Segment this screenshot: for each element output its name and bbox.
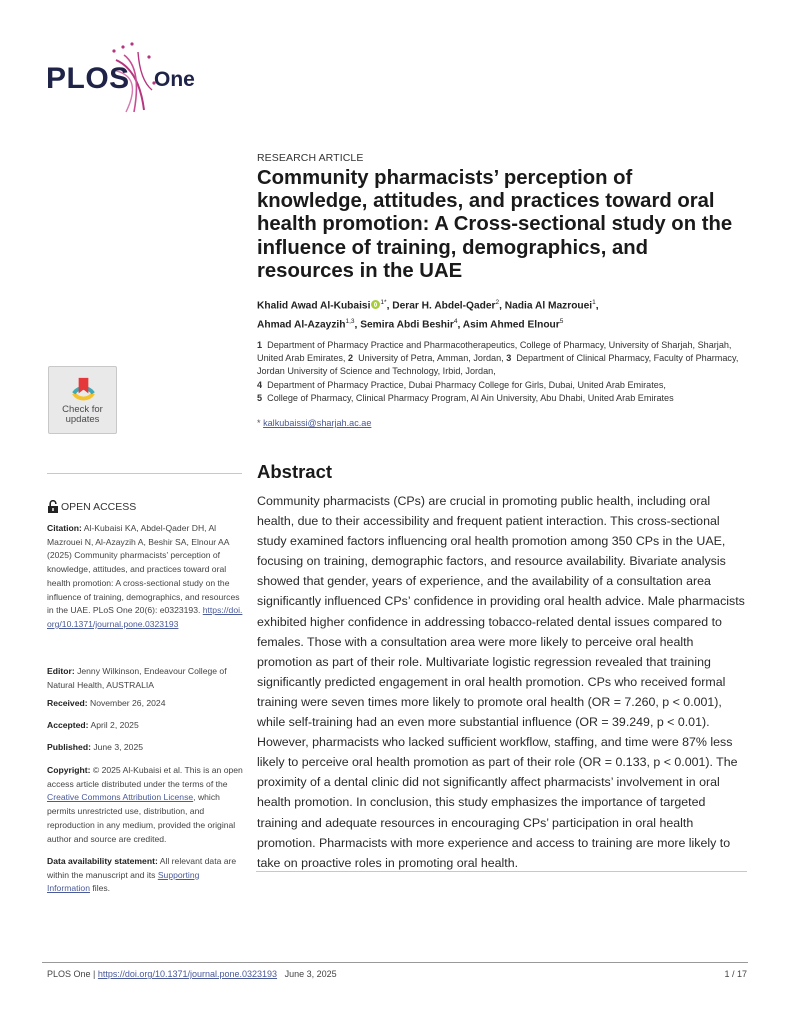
page-number: 1 / 17 xyxy=(724,969,747,979)
accepted-date: April 2, 2025 xyxy=(90,720,139,730)
copyright-pre: © 2025 Al-Kubaisi et al. This is an open access article distributed under the terms of the xyxy=(47,765,243,789)
page-footer xyxy=(47,969,747,979)
footer-journal: PLOS One xyxy=(47,969,91,979)
article-type: RESEARCH ARTICLE xyxy=(257,152,364,164)
affil-text: College of Pharmacy, Clinical Pharmacy Program, Al Ain University, Abu Dhabi, United Arab Emirates xyxy=(267,392,674,403)
editor-label: Editor: xyxy=(47,666,75,676)
author-affil: 5 xyxy=(559,318,564,326)
affil-number: 1 xyxy=(257,340,263,350)
article-title: Community pharmacists’ perception of knowledge, attitudes, and practices toward oral health promotion: A Cross-sectional study on the influence of training, demographics, and resources in the UAE xyxy=(257,167,733,282)
editor-block xyxy=(47,665,243,692)
editor-text: Jenny Wilkinson, Endeavour College of Natural Health, AUSTRALIA xyxy=(47,666,227,690)
corresponding-email-link[interactable]: kalkubaissi@sharjah.ac.ae xyxy=(263,418,372,428)
footer-doi-link[interactable]: https://doi.org/10.1371/journal.pone.0323193 xyxy=(97,969,278,979)
author-affil: 1 xyxy=(592,299,596,306)
logo-plos-text: PLOS xyxy=(46,62,130,95)
received-block xyxy=(47,697,243,711)
abstract-divider xyxy=(256,871,747,872)
citation-label: Citation: xyxy=(47,523,82,533)
affiliations xyxy=(257,339,752,405)
copyright-label: Copyright: xyxy=(47,765,91,775)
corresponding-author xyxy=(257,418,371,428)
affil-number: 2 xyxy=(347,353,354,364)
data-availability-label: Data availability statement: xyxy=(47,856,158,866)
check-for-updates-button[interactable] xyxy=(48,366,117,434)
logo-one-text: One xyxy=(154,68,195,91)
affil-text: Department of Pharmacy Practice and Pharmacotherapeutics, College of Pharmacy, University of Sharjah, Sharjah, United Arab Emirates, xyxy=(257,340,732,364)
author-name[interactable]: Semira Abdi Beshir xyxy=(360,319,454,331)
badge-line2: updates xyxy=(65,414,100,425)
corresponding-marker: * xyxy=(257,418,261,428)
author-name[interactable]: Khalid Awad Al-Kubaisi xyxy=(257,300,371,312)
author-affil: 2 xyxy=(495,299,500,306)
abstract-heading: Abstract xyxy=(257,461,333,482)
author-list: Khalid Awad Al-Kubaisi $^{1*}$, Derar H. Abdel-Qader$^2$, Nadia Al Mazrouei$^1$, Ahmad Al-Azayzih$^{1,3}$, Semira Abdi Beshir$^4$, Asim Ahmed Elnour$^5$ xyxy=(257,299,599,331)
badge-line1: Check for xyxy=(62,404,103,415)
affil-text: Department of Pharmacy Practice, Dubai Pharmacy College for Girls, Dubai, United Arab Emirates, xyxy=(267,379,666,390)
affil-number: 5 xyxy=(257,392,263,403)
author-name[interactable]: Nadia Al Mazrouei xyxy=(504,300,593,312)
citation-text: Al-Kubaisi KA, Abdel-Qader DH, Al Mazrouei N, Al-Azayzih A, Beshir SA, Elnour AA (2025) Community pharmacists’ perception of knowledge, attitudes, and practices toward oral health promotion: A cross-sectional study on the influence of training, demographics, and resources in the UAE. PLoS One 20(6): e0323193. xyxy=(47,523,240,616)
cc-license-link[interactable]: Creative Commons Attribution License xyxy=(47,792,194,803)
plos-one-logo[interactable] xyxy=(46,40,206,115)
accepted-block xyxy=(47,719,243,733)
published-date: June 3, 2025 xyxy=(93,742,144,752)
accepted-label: Accepted: xyxy=(47,720,89,730)
data-availability-pre: All relevant data are within the manuscript and its xyxy=(47,856,237,880)
footer-separator: | xyxy=(93,969,96,979)
author-affil: 1,3 xyxy=(345,318,355,326)
open-access-label xyxy=(48,500,136,513)
published-label: Published: xyxy=(47,742,91,752)
author-name[interactable]: Derar H. Abdel-Qader xyxy=(392,300,496,312)
crossmark-icon xyxy=(68,372,99,403)
orcid-icon[interactable] xyxy=(371,300,380,309)
supporting-information-link[interactable]: Supporting Information xyxy=(47,869,200,894)
published-block xyxy=(47,741,243,755)
data-availability-post: files. xyxy=(92,883,111,894)
author-name[interactable]: Ahmad Al-Azayzih xyxy=(257,319,346,331)
copyright-block xyxy=(47,764,243,846)
received-date: November 26, 2024 xyxy=(90,698,166,708)
abstract-body: Community pharmacists (CPs) are crucial in promoting public health, including oral health, due to their accessibility and frequent patient interaction. This cross-sectional study examined factors influencing oral health promotion among 350 CPs in the UAE, focusing on training, demographic factors, and resource availability. Bivariate analysis showed that gender, years of experience, and the availability of a consultation area significantly influenced CPs’ confidence in providing oral health advice. Male pharmacists exhibited higher confidence in addressing tobacco-related dental issues compared to females. Those with a consultation area were more likely to perceive oral health promotion as part of their role. Multivariate logistic regression revealed that training significantly predicted engagement in oral health promotion. CPs who received formal training were seven times more likely to promote oral health (OR = 7.260, p < 0.001), while self-training had an even more substantial influence (OR = 39.249, p < 0.01). However, pharmacists who lacked sufficient workflow, staffing, and time were 87% less likely to perceive oral health promotion as part of their role (OR = 0.133, p < 0.001). The proximity of a dental clinic did not significantly affect pharmacists’ involvement in oral health promotion. In conclusion, this study emphasizes the importance of targeted training and adequate resources in encouraging CPs’ participation in oral health promotion. Pharmacists with more experience and access to training are more likely to take on proactive roles in promoting oral health. xyxy=(257,494,745,870)
affil-text: Department of Clinical Pharmacy, Faculty of Pharmacy, Jordan University of Science and Technology, Irbid, Jordan, xyxy=(257,353,739,377)
citation-block xyxy=(47,522,243,632)
author-affil: 1* xyxy=(380,299,387,306)
footer-date: June 3, 2025 xyxy=(284,969,337,979)
copyright-post: , which permits unrestricted use, distribution, and reproduction in any medium, provided the original author and source are credited. xyxy=(47,792,236,844)
data-availability-block xyxy=(47,855,243,896)
affil-number: 3 xyxy=(506,353,512,364)
affil-number: 4 xyxy=(257,379,263,390)
open-access-text: OPEN ACCESS xyxy=(61,500,137,513)
affil-text: University of Petra, Amman, Jordan, xyxy=(358,353,504,364)
author-name[interactable]: Asim Ahmed Elnour xyxy=(462,319,560,331)
citation-doi-link[interactable]: https://doi.org/10.1371/journal.pone.0323193 xyxy=(47,605,243,629)
footer-divider xyxy=(42,962,748,963)
author-affil: 4 xyxy=(453,318,458,326)
sidebar-divider xyxy=(47,473,242,474)
received-label: Received: xyxy=(47,698,88,708)
open-lock-icon xyxy=(48,500,58,513)
